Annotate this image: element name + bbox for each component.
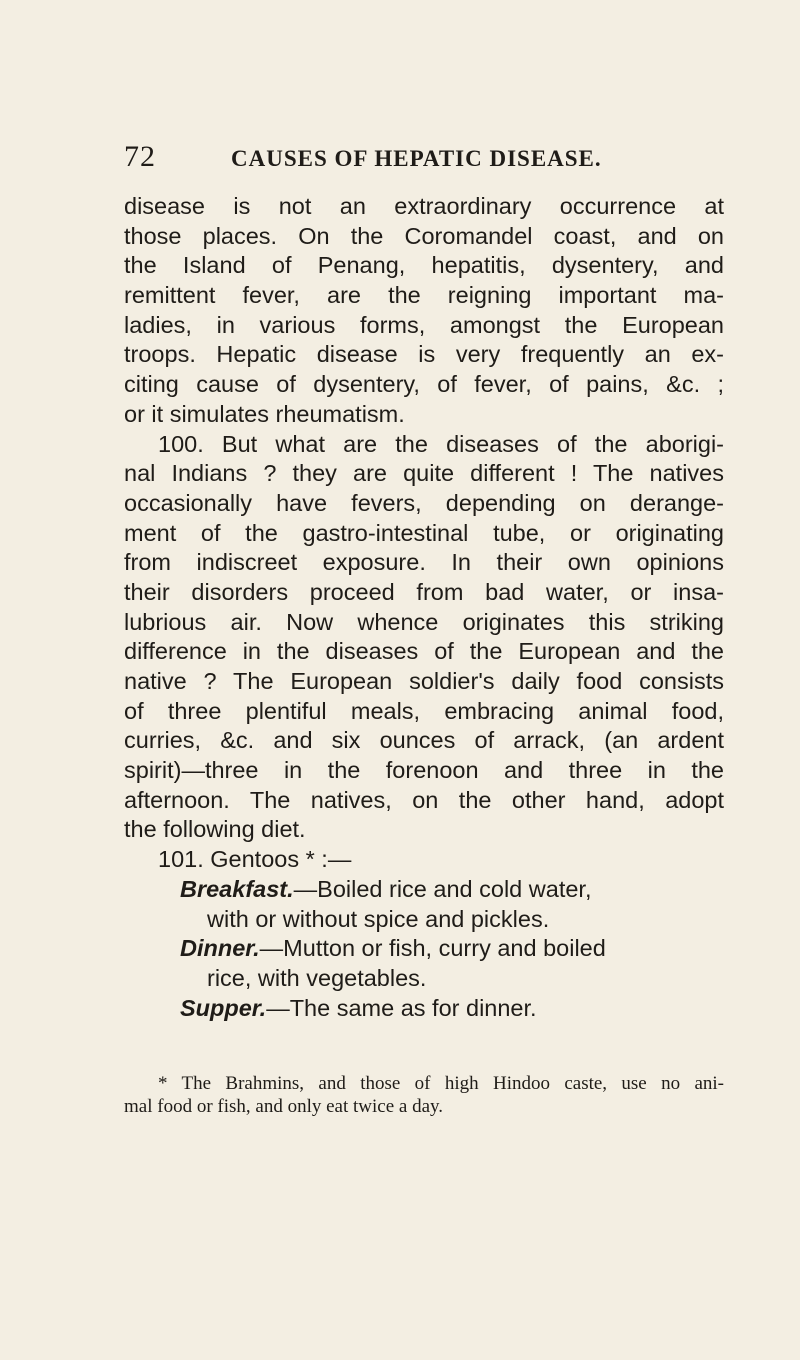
text-line: the following diet.: [124, 816, 306, 843]
text-line: difference in the diseases of the European and the: [124, 638, 724, 665]
diet-item-breakfast: [124, 875, 724, 905]
text-line: lubrious air. Now whence originates this striking: [124, 608, 724, 635]
meal-text: —Mutton or fish, curry and boiled: [259, 935, 606, 962]
text-line: curries, &c. and six ounces of arrack, (an ardent: [124, 727, 724, 754]
text-line: remittent fever, are the reigning important ma-: [124, 282, 724, 309]
text-line: 100. But what are the diseases of the aborigi-: [158, 430, 724, 457]
paragraph-2: [124, 430, 724, 846]
text-line: citing cause of dysentery, of fever, of pains, &c. ;: [124, 371, 724, 398]
diet-list: [124, 875, 724, 1023]
text-line: from indiscreet exposure. In their own opinions: [124, 549, 724, 576]
diet-item-supper: [124, 994, 724, 1024]
meal-text: —Boiled rice and cold water,: [293, 875, 592, 902]
text-line: spirit)—three in the forenoon and three in the: [124, 757, 724, 784]
text-line: of three plentiful meals, embracing animal food,: [124, 697, 724, 724]
text-line: those places. On the Coromandel coast, and on: [124, 222, 724, 249]
diet-item-continuation: with or without spice and pickles.: [207, 905, 550, 932]
text-line: the Island of Penang, hepatitis, dysentery, and: [124, 252, 724, 279]
text-line: their disorders proceed from bad water, or insa-: [124, 578, 724, 605]
meal-label: Supper.: [180, 994, 267, 1021]
footnote: [124, 1072, 724, 1118]
running-title: CAUSES OF HEPATIC DISEASE.: [231, 146, 602, 171]
diet-item-continuation: rice, with vegetables.: [207, 964, 427, 991]
meal-label: Breakfast.: [180, 875, 294, 902]
paragraph-3: 101. Gentoos * :—: [158, 846, 352, 873]
page-number: 72: [124, 140, 156, 173]
footnote-line: * The Brahmins, and those of high Hindoo caste, use no ani-: [158, 1073, 724, 1094]
text-line: ment of the gastro-intestinal tube, or originating: [124, 519, 724, 546]
text-line: troops. Hepatic disease is very frequently an ex-: [124, 341, 724, 368]
text-line: disease is not an extraordinary occurrence at: [124, 193, 724, 219]
meal-label: Dinner.: [180, 935, 260, 962]
meal-text: —The same as for dinner.: [266, 994, 537, 1021]
footnote-line: mal food or fish, and only eat twice a day.: [124, 1096, 444, 1117]
text-line: native ? The European soldier's daily food consists: [124, 668, 724, 694]
body-text: [124, 192, 724, 1023]
text-line: nal Indians ? they are quite different ! The natives: [124, 460, 724, 487]
diet-item-dinner: [124, 934, 724, 964]
text-line: or it simulates rheumatism.: [124, 400, 405, 427]
text-line: ladies, in various forms, amongst the European: [124, 311, 724, 338]
paragraph-1: [124, 192, 724, 430]
text-line: afternoon. The natives, on the other hand, adopt: [124, 786, 724, 813]
text-line: occasionally have fevers, depending on derange-: [124, 489, 724, 516]
